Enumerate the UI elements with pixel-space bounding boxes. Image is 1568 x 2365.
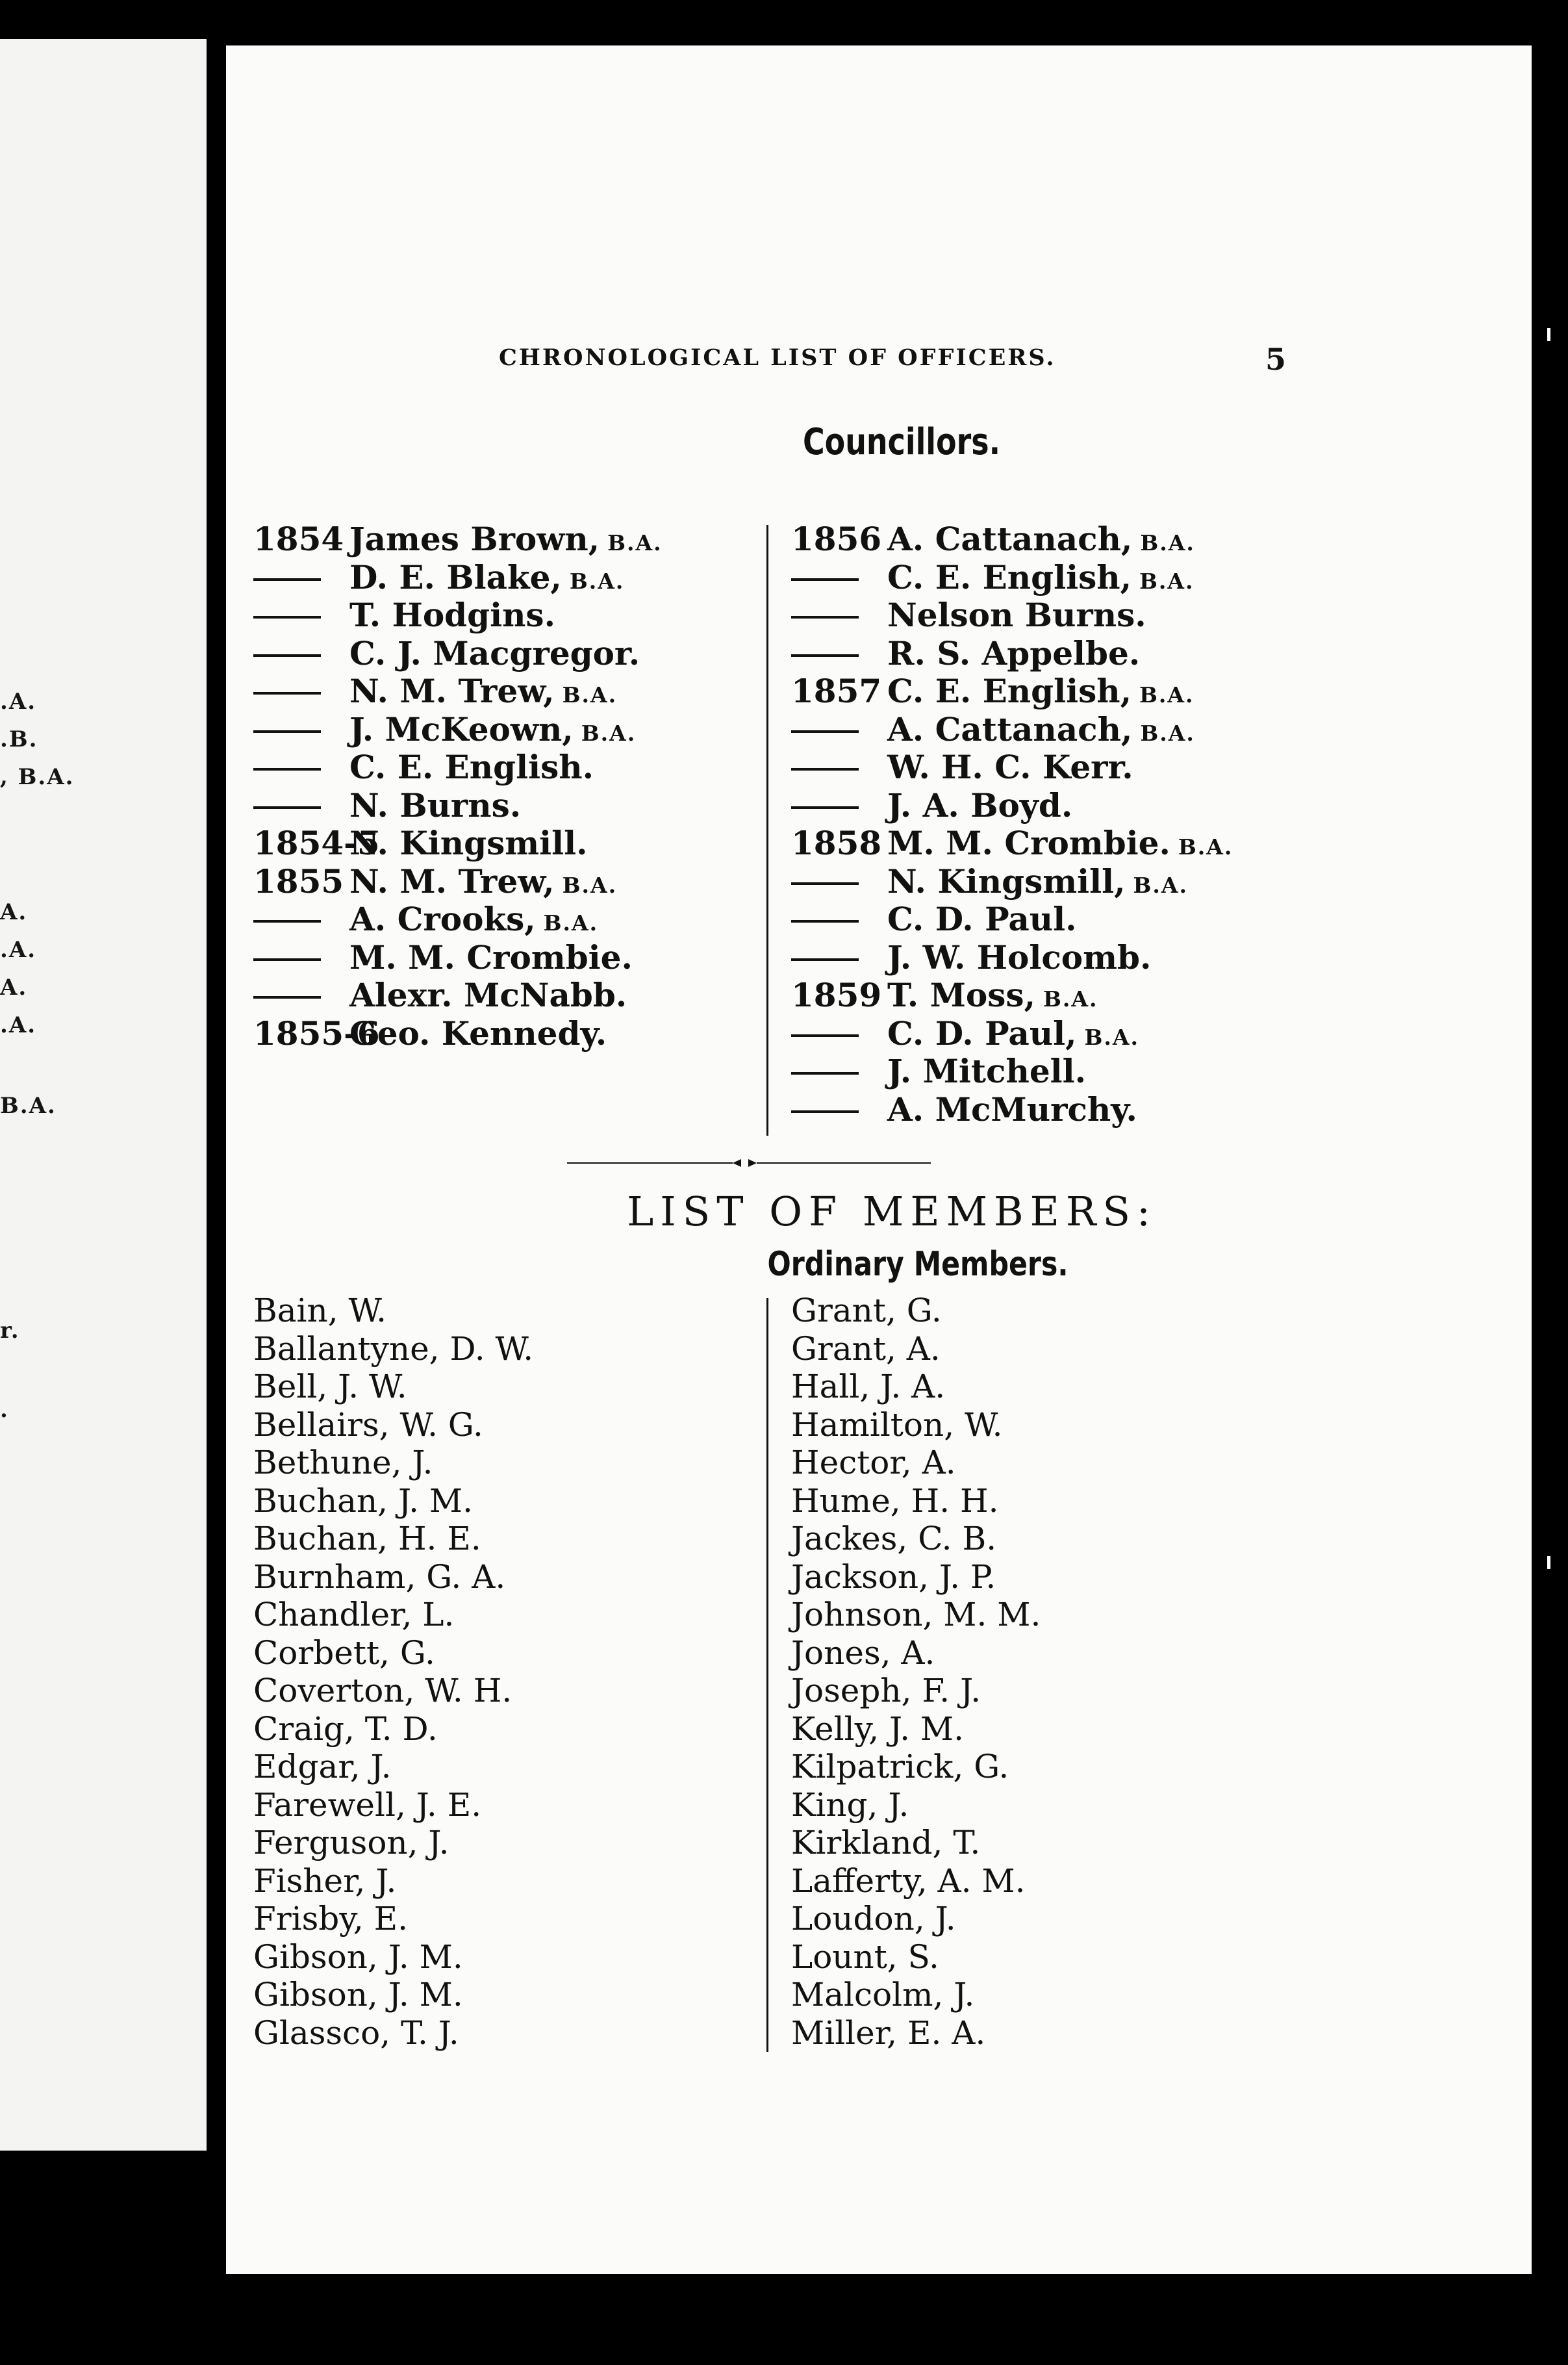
councillor-entry [791,1015,1233,1053]
councillor-name: R. S. Appelbe. [887,633,1141,672]
councillor-entry [791,825,1233,863]
year-placeholder [253,596,349,635]
councillor-name: N. Kingsmill, [887,862,1126,901]
year-placeholder [253,711,349,749]
ditto-dash [253,616,321,619]
degree-suffix: B.A. [569,568,625,594]
member-name: Hector, A. [791,1444,956,1481]
councillor-entry [253,559,663,597]
running-title: CHRONOLOGICAL LIST OF OFFICERS. [499,344,1056,371]
page-number: 5 [1265,342,1287,377]
member-name: Chandler, L. [253,1596,455,1633]
adjacent-page-fragment: .A. [0,1012,37,1038]
degree-suffix: B.A. [1139,568,1195,594]
year-placeholder [791,787,887,825]
adjacent-page-fragment: .A. [0,689,37,715]
degree-suffix: B.A. [1084,1024,1140,1050]
councillor-name: N. Burns. [349,786,522,825]
councillor-entry [791,635,1233,673]
degree-suffix: B.A. [607,530,663,556]
councillor-entry [253,787,663,825]
councillor-entry [791,1091,1233,1129]
councillor-name: N. M. Trew, [349,672,555,710]
year-placeholder [791,596,887,635]
column-divider [766,525,768,1136]
adjacent-page-fragment: r. [0,1318,20,1344]
councillor-name: T. Hodgins. [349,596,555,634]
councillor-entry [791,977,1233,1015]
year-placeholder [791,901,887,939]
member-name: Bellairs, W. G. [253,1405,483,1444]
ditto-dash [253,768,321,771]
councillor-entry [253,1015,663,1053]
councillor-name: T. Moss, [887,976,1035,1014]
councillor-entry [253,825,663,863]
year-placeholder [253,635,349,673]
degree-suffix: B.A. [1139,682,1195,708]
adjacent-page-fragment: , B.A. [0,764,75,790]
ditto-dash [253,692,321,695]
member-name: Fisher, J. [253,1861,397,1900]
adjacent-page-fragment: .A. [0,937,37,963]
councillor-entry [791,596,1233,635]
member-name: Bell, J. W. [253,1368,407,1405]
member-name: Jones, A. [791,1633,935,1672]
councillor-name: J. McKeown, [349,710,574,748]
section-heading-councillors: Councillors. [802,421,1001,463]
ditto-dash [791,768,859,771]
year-placeholder [791,711,887,749]
councillor-year: 1855 [253,862,344,901]
councillor-name: M. M. Crombie. [887,824,1170,862]
member-name: Joseph, F. J. [791,1672,981,1709]
year-placeholder [791,1053,887,1091]
member-name: Gibson, J. M. [253,1937,463,1976]
ditto-dash [791,806,859,809]
member-name: Hume, H. H. [791,1481,999,1520]
year-placeholder [791,559,887,597]
member-name: Ferguson, J. [253,1824,449,1861]
member-name: Bethune, J. [253,1444,433,1481]
adjacent-page-fragment: .B. [0,726,38,752]
councillor-name: Alexr. McNabb. [349,976,627,1014]
member-name: Glassco, T. J. [253,2013,459,2052]
member-name: Jackson, J. P. [791,1557,996,1596]
degree-suffix: B.A. [1133,872,1189,898]
member-name: Kelly, J. M. [791,1709,965,1748]
ditto-dash [253,958,321,961]
councillor-entry [791,672,1233,711]
councillor-entry [791,1053,1233,1091]
councillor-entry [253,672,663,711]
ditto-dash [253,806,321,809]
councillor-name: J. Mitchell. [887,1052,1087,1090]
councillor-name: N. M. Trew, [349,862,555,901]
councillor-name: J. W. Holcomb. [887,938,1152,977]
member-name: Edgar, J. [253,1748,392,1785]
ditto-dash [791,616,859,619]
members-column-left [253,1292,533,2052]
running-header [226,344,1532,383]
member-name: Corbett, G. [253,1633,435,1672]
member-name: Hamilton, W. [791,1405,1003,1444]
member-name: Johnson, M. M. [791,1596,1041,1633]
councillor-name: N. Kingsmill. [349,824,588,862]
year-placeholder [253,748,349,787]
member-name: Loudon, J. [791,1900,956,1937]
ornament-divider [567,1157,931,1170]
adjacent-page-strip [0,39,207,2151]
degree-suffix: B.A. [1043,986,1098,1012]
councillor-name: C. D. Paul, [887,1014,1077,1053]
degree-suffix: B.A. [562,682,618,708]
member-name: Burnham, G. A. [253,1557,506,1596]
ditto-dash [791,654,859,657]
councillor-year: 1856 [791,520,882,558]
councillor-name: Nelson Burns. [887,596,1146,634]
ditto-dash [253,578,321,581]
year-placeholder [253,977,349,1015]
ditto-dash [253,996,321,999]
councillor-entry [791,559,1233,597]
member-name: Grant, A. [791,1329,941,1368]
column-divider [766,1298,768,2052]
ditto-dash [791,1110,859,1113]
ditto-dash [791,958,859,961]
councillor-entry [253,635,663,673]
councillors-column-right [791,520,1233,1129]
councillor-name: C. E. English, [887,557,1132,596]
councillor-year: 1855-6 [253,1014,380,1053]
scan-edge-mark [1547,328,1550,341]
degree-suffix: B.A. [1140,530,1195,556]
ditto-dash [791,1072,859,1075]
year-placeholder [253,901,349,939]
councillor-entry [791,748,1233,787]
section-heading-members: LIST OF MEMBERS: [627,1188,1157,1235]
ditto-dash [791,1034,859,1037]
adjacent-page-fragment: A. [0,899,28,925]
councillor-name: J. A. Boyd. [887,786,1073,825]
councillor-name: C. J. Macgregor. [349,633,640,672]
councillor-entry [253,939,663,977]
ditto-dash [253,654,321,657]
year-placeholder [253,787,349,825]
member-name: King, J. [791,1785,909,1824]
councillor-name: A. McMurchy. [887,1090,1137,1129]
degree-suffix: B.A. [1178,834,1233,860]
year-placeholder [791,635,887,673]
councillor-entry [791,711,1233,749]
member-name: Grant, G. [791,1292,942,1329]
councillor-entry [253,596,663,635]
councillor-name: A. Crooks, [349,900,536,938]
councillor-name: D. E. Blake, [349,557,562,596]
member-name: Buchan, H. E. [253,1520,481,1557]
councillor-name: W. H. C. Kerr. [887,748,1133,786]
councillor-entry [791,787,1233,825]
councillor-entry [253,977,663,1015]
degree-suffix: B.A. [543,910,599,936]
councillor-year: 1857 [791,672,882,710]
member-name: Hall, J. A. [791,1368,946,1405]
councillor-entry [791,939,1233,977]
councillor-name: A. Cattanach, [887,710,1133,748]
councillor-entry [791,901,1233,939]
degree-suffix: B.A. [1140,720,1195,746]
member-name: Malcolm, J. [791,1976,975,2013]
members-column-right [791,1292,1041,2052]
member-name: Craig, T. D. [253,1709,438,1748]
councillor-name: C. E. English, [887,672,1132,710]
councillor-year: 1854-5 [253,824,380,862]
adjacent-page-fragment: B.A. [0,1093,57,1119]
councillor-entry [253,901,663,939]
member-name: Farewell, J. E. [253,1785,482,1824]
member-name: Buchan, J. M. [253,1481,473,1520]
year-placeholder [791,863,887,901]
degree-suffix: B.A. [562,872,618,898]
degree-suffix: B.A. [581,720,637,746]
ditto-dash [791,578,859,581]
ditto-dash [791,730,859,733]
councillor-name: Geo. Kennedy. [349,1014,607,1053]
adjacent-page-fragment: A. [0,975,28,1001]
member-name: Frisby, E. [253,1900,409,1937]
ditto-dash [253,730,321,733]
member-name: Miller, E. A. [791,2013,986,2052]
member-name: Gibson, J. M. [253,1976,463,2013]
councillor-year: 1858 [791,824,882,862]
councillor-entry [791,863,1233,901]
year-placeholder [791,748,887,787]
councillor-entry [253,748,663,787]
councillor-entry [253,520,663,559]
councillor-entry [791,520,1233,559]
year-placeholder [791,939,887,977]
councillor-name: C. D. Paul. [887,900,1077,938]
councillor-name: A. Cattanach, [887,520,1133,558]
member-name: Bain, W. [253,1292,387,1329]
councillor-year: 1859 [791,976,882,1014]
member-name: Lafferty, A. M. [791,1861,1026,1900]
adjacent-page-fragment: . [0,1397,9,1423]
councillor-year: 1854 [253,520,344,558]
ditto-dash [791,882,859,885]
year-placeholder [253,939,349,977]
member-name: Kilpatrick, G. [791,1748,1009,1785]
member-name: Ballantyne, D. W. [253,1329,534,1368]
councillor-entry [253,711,663,749]
page-gutter [207,39,226,2151]
member-name: Kirkland, T. [791,1824,981,1861]
year-placeholder [253,559,349,597]
document-page [226,45,1532,2274]
year-placeholder [791,1015,887,1053]
councillor-name: James Brown, [349,520,600,558]
section-heading-ordinary-members: Ordinary Members. [767,1245,1069,1284]
member-name: Jackes, C. B. [791,1520,997,1557]
year-placeholder [253,672,349,711]
ditto-dash [791,920,859,923]
scan-edge-mark [1547,1556,1550,1569]
member-name: Coverton, W. H. [253,1672,512,1709]
councillor-name: M. M. Crombie. [349,938,633,977]
councillors-column-left [253,520,663,1053]
member-name: Lount, S. [791,1937,939,1976]
year-placeholder [791,1091,887,1129]
councillor-entry [253,863,663,901]
ditto-dash [253,920,321,923]
councillor-name: C. E. English. [349,748,594,786]
